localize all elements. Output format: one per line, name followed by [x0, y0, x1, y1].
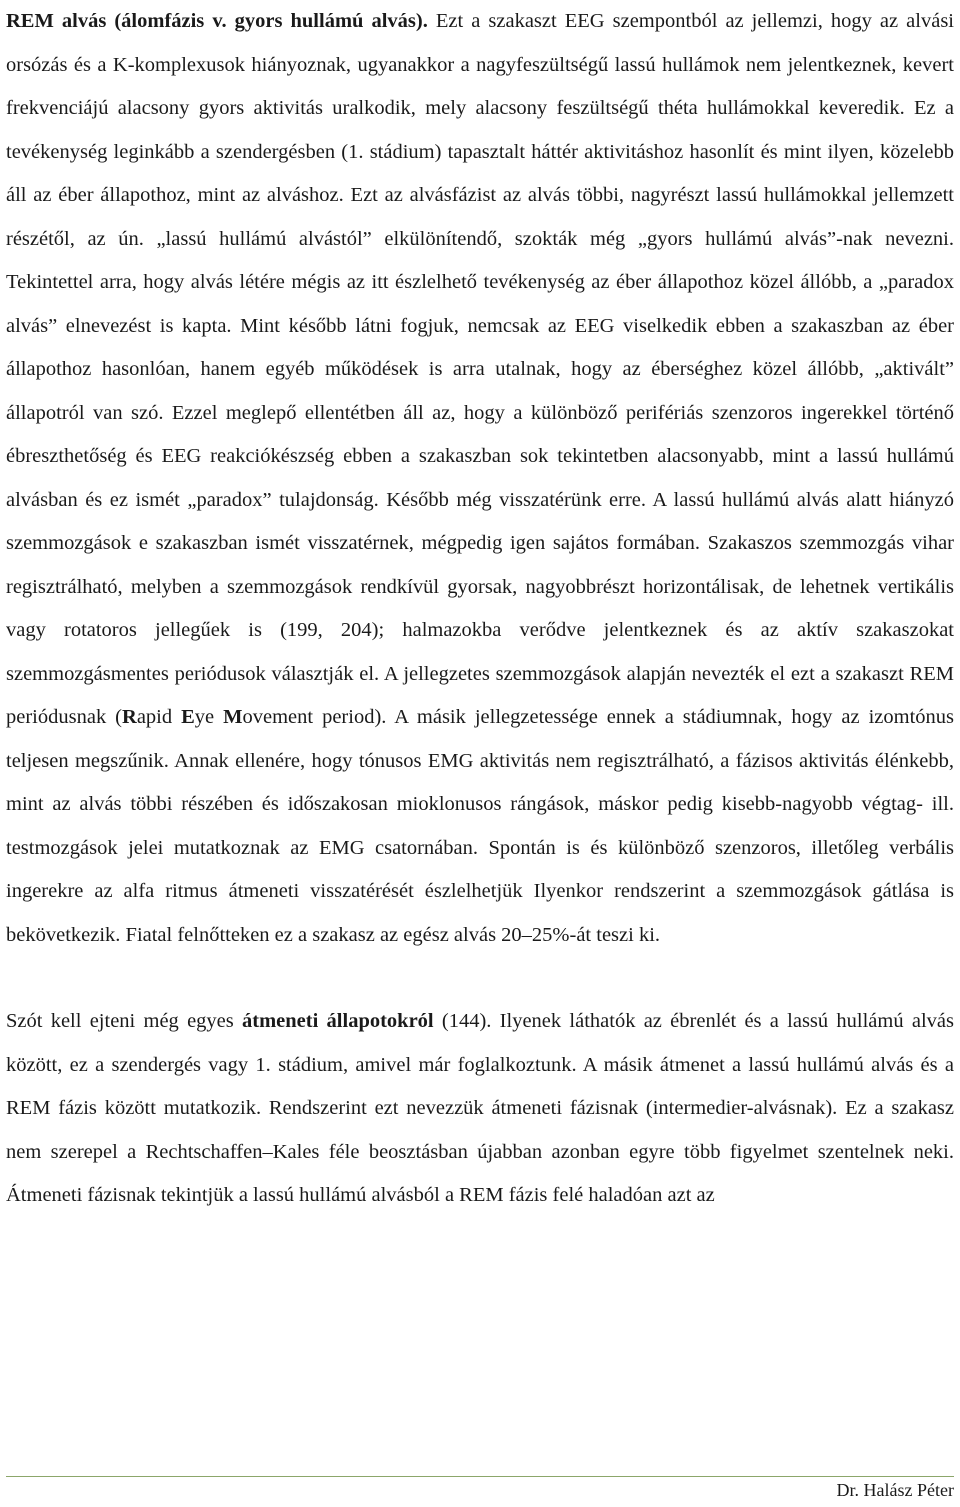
acronym-letter-m: M — [223, 706, 243, 728]
paragraph-text: ye — [194, 706, 224, 728]
acronym-letter-e: E — [181, 706, 195, 728]
paragraph-text: (144). Ilyenek láthatók az ébrenlét és a lassú hullámú alvás között, ez a szendergés vagy 1. stádium, amivel már foglalkoztunk. A másik átmenet a lassú hullámú alvás és a REM fázis között mutatkozik. Rendszerint ezt nevezzük átmeneti fázisnak (intermedier-alvásnak). Ez a szakasz nem szerepel a Rechtschaffen–Kales féle beosztásban újabban azonban egyre több figyelmet szentelnek neki. Átmeneti fázisnak tekintjük a lassú hullámú alvásból a REM fázis felé haladóan azt az — [6, 1010, 954, 1206]
paragraph-text: ovement period). A másik jellegzetessége ennek a stádiumnak, hogy az izomtónus teljesen megszűnik. Annak ellenére, hogy tónusos EMG aktivitás nem regisztrálható, a fázisos aktivitás élénkebb, mint az alvás többi részében és időszakosan mioklonusos rángások, máskor pedig kisebb-nagyobb végtag- ill. testmozgások jelei mutatkoznak az EMG csatornában. Spontán is és különböző szenzoros, illetőleg verbális ingerekre az alfa ritmus átmeneti visszatérését észlelhetjük Ilyenkor rendszerint a szemmozgások gátlása is bekövetkezik. Fiatal felnőtteken ez a szakasz az egész alvás 20–25%-át teszi ki. — [6, 706, 954, 946]
acronym-letter-r: R — [122, 706, 137, 728]
paragraph-text: apid — [136, 706, 182, 728]
bold-term: átmeneti állapotokról — [242, 1010, 434, 1032]
paragraph-rem-sleep — [6, 0, 954, 957]
paragraph-text: Ezt a szakaszt EEG szempontból az jellemzi, hogy az alvási orsózás és a K-komplexusok hiányoznak, ugyanakkor a nagyfeszültségű lassú hullámok nem jelentkeznek, kevert frekvenciájú alacsony gyors aktivitás uralkodik, mely alacsony feszültségű théta hullámokkal keveredik. Ez a tevékenység leginkább a szendergésben (1. stádium) tapasztalt háttér aktivitáshoz hasonlít és mint ilyen, közelebb áll az éber állapothoz, mint az alváshoz. Ezt az alvásfázist az alvás többi, nagyrészt lassú hullámokkal jellemzett részétől, az ún. „lassú hullámú alvástól” elkülönítendő, szokták még „gyors hullámú alvás”-nak nevezni. Tekintettel arra, hogy alvás létére mégis az itt észlelhető tevékenység az éber állapothoz közel állóbb, a „paradox alvás” elnevezést is kapta. Mint később látni fogjuk, nemcsak az EEG viselkedik ebben a szakaszban az éber állapothoz hasonlóan, hanem egyéb működések is arra utalnak, hogy az éberséghez közel állóbb, „aktivált” állapotról van szó. Ezzel meglepő ellentétben áll az, hogy a különböző perifériás szenzoros ingerekkel történő ébreszthetőség és EEG reakciókészség ebben a szakaszban sok tekintetben alacsonyabb, mint a lassú hullámú alvásban és ez ismét „paradox” tulajdonság. Később még visszatérünk erre. A lassú hullámú alvás alatt hiányzó szemmozgások e szakaszban ismét visszatérnek, mégpedig igen sajátos formában. Szakaszos szemmozgás vihar regisztrálható, melyben a szemmozgások rendkívül gyorsak, nagyobbrészt horizontálisak, de lehetnek vertikális vagy rotatoros jellegűek is (199, 204); halmazokba verődve jelentkeznek és az aktív szakaszokat szemmozgásmentes periódusok választják el. A jellegzetes szemmozgások alapján nevezték el ezt a szakaszt REM periódusnak ( — [6, 10, 954, 728]
paragraph-transitional-states — [6, 1000, 954, 1218]
footer-divider — [6, 1476, 954, 1477]
footer-author: Dr. Halász Péter — [836, 1480, 954, 1500]
paragraph-text: Szót kell ejteni még egyes — [6, 1010, 243, 1032]
section-title: REM alvás (álomfázis v. gyors hullámú alvás). — [6, 10, 428, 32]
document-page — [6, 0, 954, 1218]
